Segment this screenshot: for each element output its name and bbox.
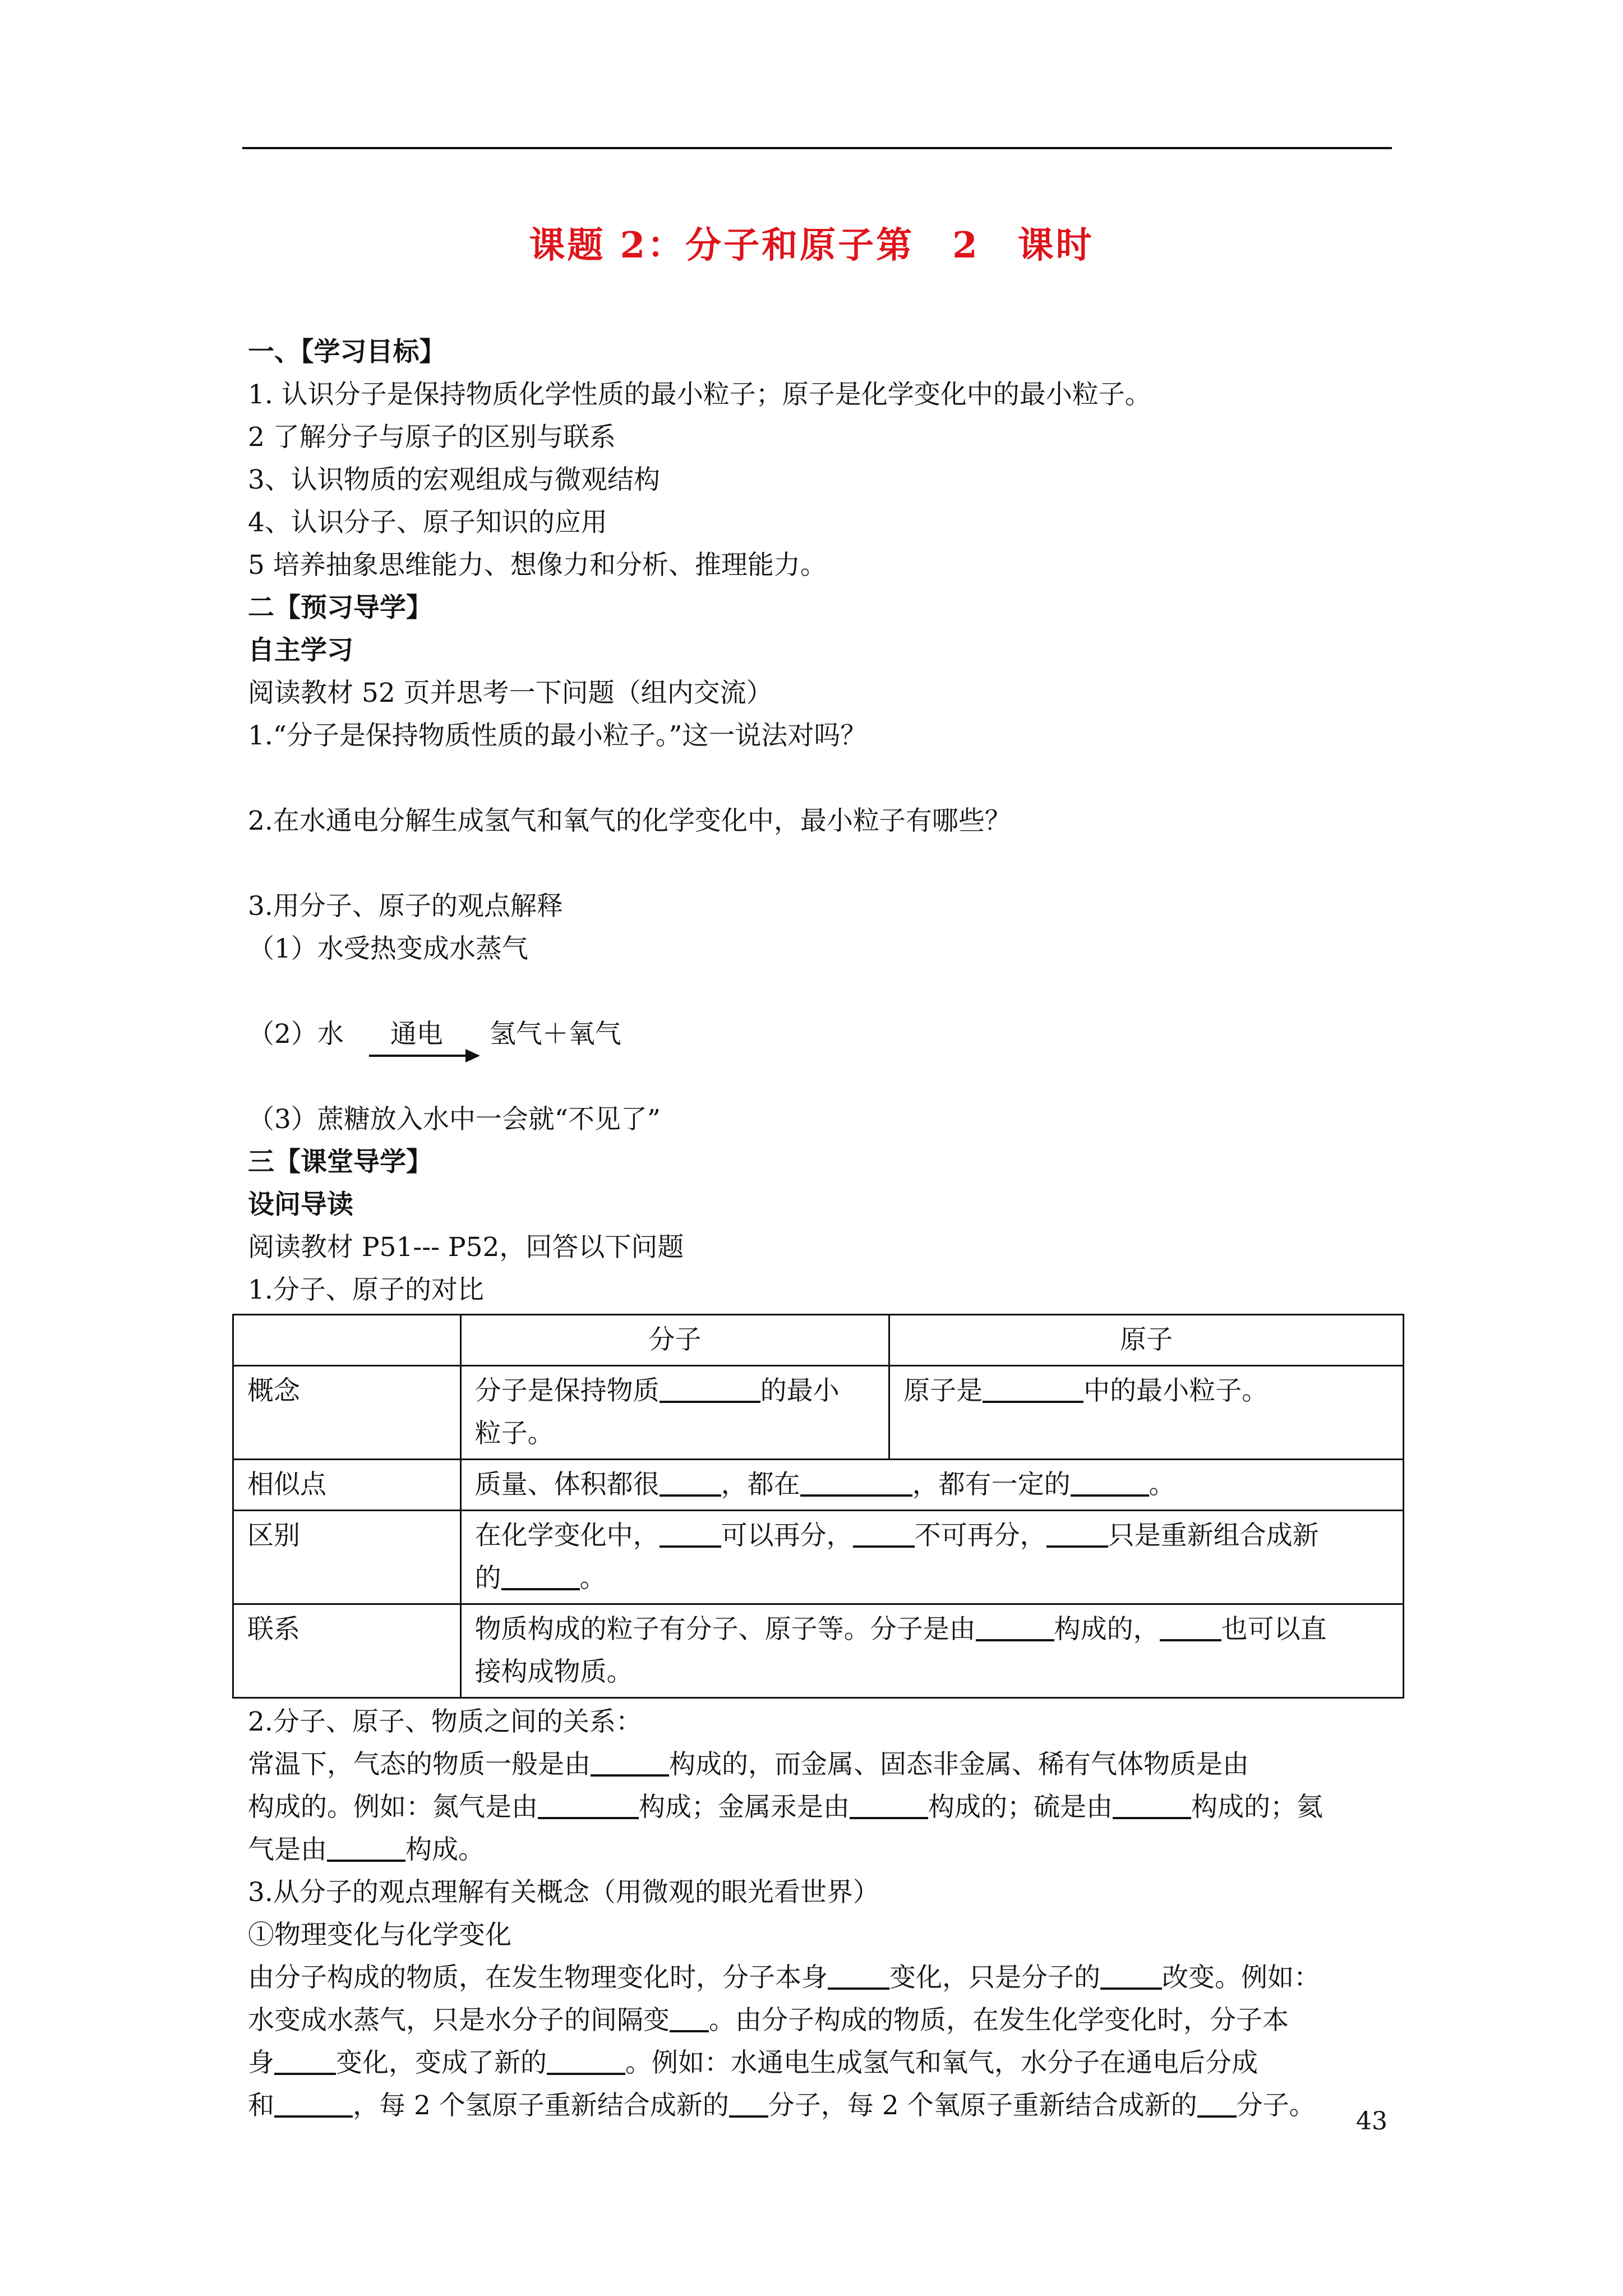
cell-text: 中的最小粒子。: [1083, 1375, 1269, 1406]
table-header-row: [233, 1315, 1404, 1366]
fill-blank[interactable]: [1113, 1788, 1191, 1819]
cell-text: 也可以直: [1221, 1614, 1327, 1645]
text: 气是由: [248, 1834, 327, 1865]
question-3-3: （3）蔗糖放入水中一会就“不见了”: [248, 1104, 661, 1135]
row-label-concept: 概念: [233, 1366, 461, 1460]
goal-item: 3、认识物质的宏观组成与微观结构: [248, 464, 660, 495]
fill-blank[interactable]: [853, 1516, 915, 1548]
table-row: [233, 1366, 1404, 1460]
relation-line: [248, 1743, 1403, 1786]
cell-text: 质量、体积都很: [474, 1469, 660, 1500]
document-body: [248, 331, 1403, 2127]
table-header-atom: 原子: [889, 1315, 1404, 1366]
reaction-arrow: [352, 1013, 481, 1056]
reaction-condition: 通电: [390, 1019, 443, 1050]
fill-blank[interactable]: [274, 2086, 353, 2118]
equation-reactant: （2）水: [248, 1019, 344, 1050]
cell-text: 物质构成的粒子有分子、原子等。分子是由: [474, 1614, 976, 1645]
text: 改变。例如：: [1162, 1962, 1320, 1993]
goal-item: 4、认识分子、原子知识的应用: [248, 507, 607, 538]
fill-blank[interactable]: [850, 1788, 928, 1819]
link-cell: [460, 1604, 1403, 1698]
concepts-line: [248, 2085, 1403, 2127]
class-heading: 三【课堂导学】: [248, 1147, 432, 1177]
concepts-title: 3.从分子的观点理解有关概念（用微观的眼光看世界）: [248, 1877, 879, 1908]
concepts-subtitle: ①物理变化与化学变化: [248, 1920, 511, 1950]
fill-blank[interactable]: [591, 1745, 669, 1777]
concepts-line: [248, 1957, 1403, 1999]
text: 常温下，气态的物质一般是由: [248, 1749, 591, 1780]
text: 。由分子构成的物质，在发生化学变化时，分子本: [709, 2005, 1289, 2036]
text: 构成；金属汞是由: [639, 1792, 850, 1823]
comparison-table: [232, 1314, 1404, 1699]
diff-cell: [460, 1511, 1403, 1604]
row-label-link: 联系: [233, 1604, 461, 1698]
question-3: 3.用分子、原子的观点解释: [248, 891, 563, 922]
cell-text: ，都在: [721, 1469, 800, 1500]
cell-text: 不可再分，: [914, 1520, 1046, 1551]
text: 分子，每 2 个氧原子重新结合成新的: [768, 2090, 1197, 2121]
cell-text: 构成的，: [1054, 1614, 1160, 1645]
text: 和: [248, 2090, 274, 2121]
page-number: 43: [1356, 2107, 1387, 2136]
fill-blank[interactable]: [800, 1465, 912, 1497]
fill-blank[interactable]: [1100, 1958, 1162, 1990]
fill-blank[interactable]: [547, 2044, 625, 2075]
preview-intro: 阅读教材 52 页并思考一下问题（组内交流）: [248, 678, 773, 708]
fill-blank[interactable]: [976, 1610, 1054, 1641]
fill-blank[interactable]: [1160, 1610, 1221, 1641]
relation-line: [248, 1829, 1403, 1871]
table-row: [233, 1511, 1404, 1604]
fill-blank[interactable]: [660, 1516, 721, 1548]
goals-heading: 一、【学习目标】: [248, 337, 446, 367]
text: 构成的，而金属、固态非金属、稀有气体物质是由: [669, 1749, 1249, 1780]
text: 身: [248, 2047, 274, 2078]
text: 由分子构成的物质，在发生物理变化时，分子本身: [248, 1962, 828, 1993]
answer-space: [248, 757, 1403, 800]
cell-text: 原子是: [903, 1375, 983, 1406]
text: 构成。: [405, 1834, 485, 1865]
fill-blank[interactable]: [670, 2001, 709, 2032]
answer-space: [248, 843, 1403, 885]
fill-blank[interactable]: [660, 1372, 760, 1403]
header-rule: [242, 147, 1392, 149]
cell-text: 的最小: [760, 1375, 840, 1406]
concept-atom-cell: [889, 1366, 1404, 1460]
concepts-line: [248, 2042, 1403, 2085]
relation-line: [248, 1786, 1403, 1829]
cell-text: 。: [579, 1563, 606, 1594]
question-1: 1.“分子是保持物质性质的最小粒子。”这一说法对吗？: [248, 720, 867, 751]
text: 构成的。例如：氮气是由: [248, 1792, 538, 1823]
cell-text: ，都有一定的: [912, 1469, 1071, 1500]
answer-space: [248, 970, 1403, 1013]
text: 变化，只是分子的: [889, 1962, 1100, 1993]
answer-space: [248, 1056, 1403, 1098]
text: 变化，变成了新的: [336, 2047, 547, 2078]
table-header-molecule: 分子: [460, 1315, 889, 1366]
class-intro: 阅读教材 P51--- P52，回答以下问题: [248, 1232, 684, 1263]
row-label-similar: 相似点: [233, 1460, 461, 1511]
fill-blank[interactable]: [1071, 1465, 1149, 1497]
question-3-2: [248, 1013, 1403, 1056]
fill-blank[interactable]: [274, 2044, 336, 2075]
text: 水变成水蒸气，只是水分子的间隔变: [248, 2005, 670, 2036]
question-3-1: （1）水受热变成水蒸气: [248, 933, 528, 964]
cell-text: 的: [474, 1563, 501, 1594]
fill-blank[interactable]: [501, 1559, 580, 1590]
cell-text: 分子是保持物质: [474, 1375, 660, 1406]
fill-blank[interactable]: [983, 1372, 1083, 1403]
concept-molecule-cell: [460, 1366, 889, 1460]
table-row: [233, 1604, 1404, 1698]
fill-blank[interactable]: [538, 1788, 639, 1819]
cell-text: 接构成物质。: [474, 1657, 633, 1687]
self-study-heading: 自主学习: [248, 635, 353, 666]
equation-products: 氢气＋氧气: [489, 1019, 621, 1050]
fill-blank[interactable]: [1197, 2086, 1237, 2118]
relation-title: 2.分子、原子、物质之间的关系：: [248, 1706, 642, 1737]
guided-heading: 设问导读: [248, 1189, 353, 1220]
goal-item: 5 培养抽象思维能力、想像力和分析、推理能力。: [248, 550, 827, 581]
similar-cell: [460, 1460, 1403, 1511]
goal-item: 2 了解分子与原子的区别与联系: [248, 422, 616, 453]
cell-text: 在化学变化中，: [474, 1520, 660, 1551]
arrow-head-icon: [465, 1049, 480, 1062]
cell-text: 。: [1149, 1469, 1175, 1500]
fill-blank[interactable]: [729, 2086, 768, 2118]
text: ，每 2 个氢原子重新结合成新的: [353, 2090, 729, 2121]
fill-blank[interactable]: [828, 1958, 889, 1990]
arrow-line: [369, 1055, 476, 1057]
table-header-empty: [233, 1315, 461, 1366]
fill-blank[interactable]: [660, 1465, 721, 1497]
table-row: [233, 1460, 1404, 1511]
compare-title: 1.分子、原子的对比: [248, 1274, 484, 1305]
goal-item: 1. 认识分子是保持物质化学性质的最小粒子；原子是化学变化中的最小粒子。: [248, 379, 1151, 410]
preview-heading: 二【预习导学】: [248, 592, 432, 623]
text: 构成的；硫是由: [928, 1792, 1113, 1823]
text: 。例如：水通电生成氢气和氧气，水分子在通电后分成: [625, 2047, 1258, 2078]
text: 分子。: [1236, 2090, 1316, 2121]
fill-blank[interactable]: [1046, 1516, 1108, 1548]
cell-text: 粒子。: [474, 1418, 554, 1449]
fill-blank[interactable]: [327, 1830, 405, 1862]
document-title: 课题 2：分子和原子第 2 课时: [529, 224, 1094, 266]
cell-text: 只是重新组合成新: [1108, 1520, 1319, 1551]
cell-text: 可以再分，: [721, 1520, 853, 1551]
question-2: 2.在水通电分解生成氢气和氧气的化学变化中，最小粒子有哪些？: [248, 806, 1011, 836]
text: 构成的；氦: [1191, 1792, 1323, 1823]
concepts-line: [248, 1999, 1403, 2042]
row-label-diff: 区别: [233, 1511, 461, 1604]
